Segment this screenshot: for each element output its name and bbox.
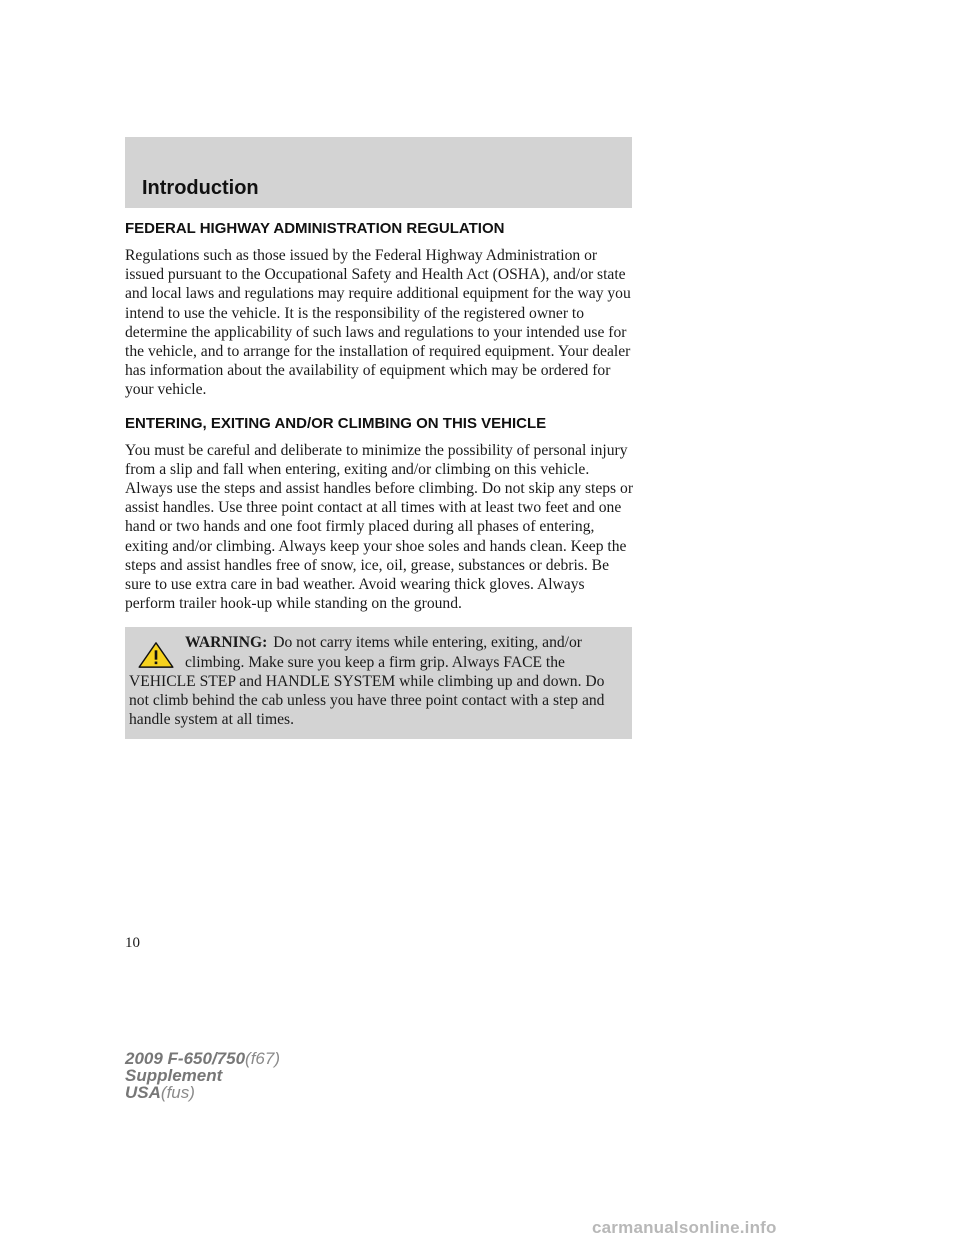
footer-model-code: (f67) [245, 1049, 281, 1068]
chapter-header [125, 137, 632, 208]
footer-supplement: Supplement [125, 1066, 223, 1085]
warning-label: WARNING: [185, 634, 268, 652]
section-heading-entering: ENTERING, EXITING AND/OR CLIMBING ON THIS VEHICLE [125, 414, 547, 432]
section-body-entering: You must be careful and deliberate to minimize the possibility of personal injury from a slip and fall when entering, exiting and/or climbing on this vehicle. Always use the steps and assist handles before climbing. Do not skip any steps or assist handles. Use three point contact at all times with at least two feet and one hand or two hands and one foot firmly placed during all phases of entering, exiting and/or climbing. Always keep your shoe soles and hands clean. Keep the steps and assist handles free of snow, ice, oil, grease, substances or debris. Be sure to use extra care in bad weather. Avoid wearing thick gloves. Always perform trailer hook-up while standing on the ground. [125, 441, 634, 613]
footer-market: USA [125, 1083, 161, 1102]
footer-line-supplement [125, 1067, 280, 1084]
warning-box [125, 627, 632, 739]
page-content [125, 219, 635, 739]
warning-triangle-icon [137, 641, 175, 669]
footer-line-model [125, 1050, 280, 1067]
warning-text: Do not carry items while entering, exiting, and/or climbing. Make sure you keep a firm grip. Always FACE the VEHICLE STEP and HANDLE SYSTEM while climbing up and down. Do not climb behind the cab unless you have three point contact with a step and handle system at all times. [129, 634, 605, 729]
section-heading-fhwa: FEDERAL HIGHWAY ADMINISTRATION REGULATION [125, 220, 505, 237]
watermark: carmanualsonline.info [592, 1218, 777, 1237]
document-footer [125, 1050, 280, 1101]
footer-line-market [125, 1084, 280, 1101]
chapter-title: Introduction [142, 177, 259, 199]
page-number: 10 [125, 935, 140, 951]
footer-market-code: (fus) [160, 1083, 195, 1102]
footer-model: 2009 F-650/750 [125, 1049, 246, 1068]
section-body-fhwa: Regulations such as those issued by the Federal Highway Administration or issued pursuant to the Occupational Safety and Health Act (OSHA), and/or state and local laws and regulations may require additional equipment for the way you intend to use the vehicle. It is the responsibility of the registered owner to determine the applicability of such laws and regulations to your intended use for the vehicle, and to arrange for the installation of required equipment. Your dealer has information about the availability of equipment which may be ordered for your vehicle. [125, 247, 631, 399]
